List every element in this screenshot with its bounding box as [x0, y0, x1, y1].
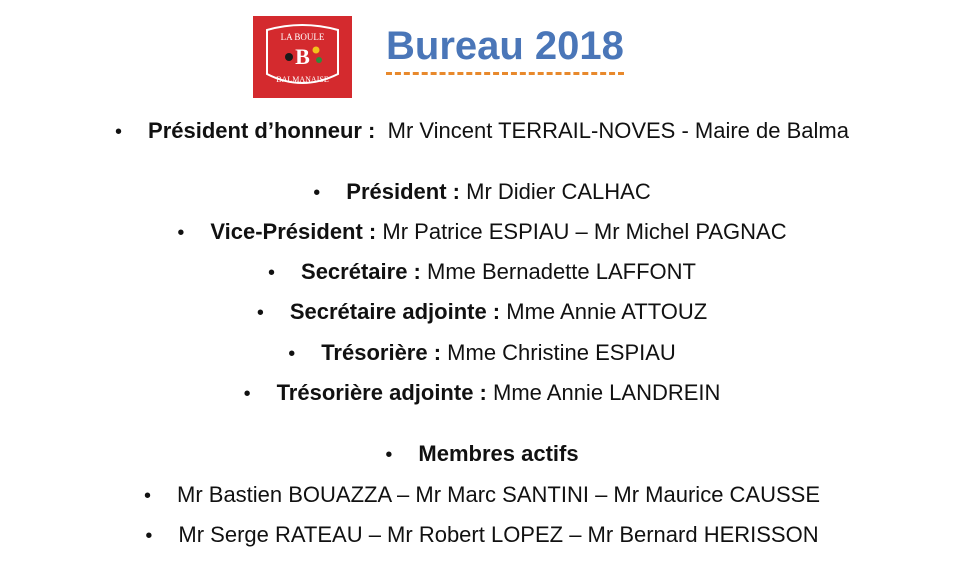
logo-text-top: LA BOULE — [280, 32, 325, 42]
members-line — [0, 480, 964, 511]
page-title: Bureau 2018 — [386, 22, 624, 75]
logo-graphic — [253, 16, 352, 98]
bullet-icon: • — [177, 222, 185, 244]
bullet-icon: • — [313, 182, 321, 204]
bullet-icon: • — [268, 262, 276, 284]
row-label: Président d’honneur : — [148, 118, 376, 143]
row-president — [0, 177, 964, 208]
club-logo — [253, 16, 352, 98]
row-label: Trésorière : — [321, 340, 442, 365]
members-names: Mr Serge RATEAU – Mr Robert LOPEZ – Mr Bernard HERISSON — [178, 522, 819, 547]
members-heading — [0, 439, 964, 470]
row-value: Mme Bernadette LAFFONT — [427, 259, 696, 284]
row-secretary — [0, 257, 964, 288]
bullet-icon: • — [385, 444, 393, 466]
row-assistant-secretary — [0, 297, 964, 328]
row-value: Mr Patrice ESPIAU – Mr Michel PAGNAC — [382, 219, 787, 244]
members-names: Mr Bastien BOUAZZA – Mr Marc SANTINI – Mr Maurice CAUSSE — [177, 482, 821, 507]
row-value: Mr Vincent TERRAIL-NOVES - Maire de Balma — [387, 118, 849, 143]
bullet-icon: • — [143, 485, 151, 507]
bullet-icon: • — [243, 383, 251, 405]
logo-monogram: B — [295, 44, 310, 69]
row-value: Mr Didier CALHAC — [466, 179, 651, 204]
row-honorary-president — [0, 116, 964, 147]
row-label: Secrétaire adjointe : — [289, 299, 501, 324]
bullet-icon: • — [288, 343, 296, 365]
bullet-icon: • — [115, 121, 123, 143]
row-treasurer — [0, 338, 964, 369]
bullet-icon: • — [145, 525, 153, 547]
row-label: Vice-Président : — [210, 219, 377, 244]
row-value: Mme Annie LANDREIN — [493, 380, 721, 405]
members-line — [0, 520, 964, 551]
row-value: Mme Annie ATTOUZ — [506, 299, 708, 324]
row-value: Mme Christine ESPIAU — [447, 340, 676, 365]
row-label: Président : — [346, 179, 460, 204]
logo-text-bottom: BALMANAISE — [276, 75, 329, 84]
row-label: Trésorière adjointe : — [276, 380, 487, 405]
row-vice-president — [0, 217, 964, 248]
bullet-icon: • — [256, 302, 264, 324]
row-assistant-treasurer — [0, 378, 964, 409]
members-heading-label: Membres actifs — [418, 441, 579, 466]
row-label: Secrétaire : — [301, 259, 421, 284]
